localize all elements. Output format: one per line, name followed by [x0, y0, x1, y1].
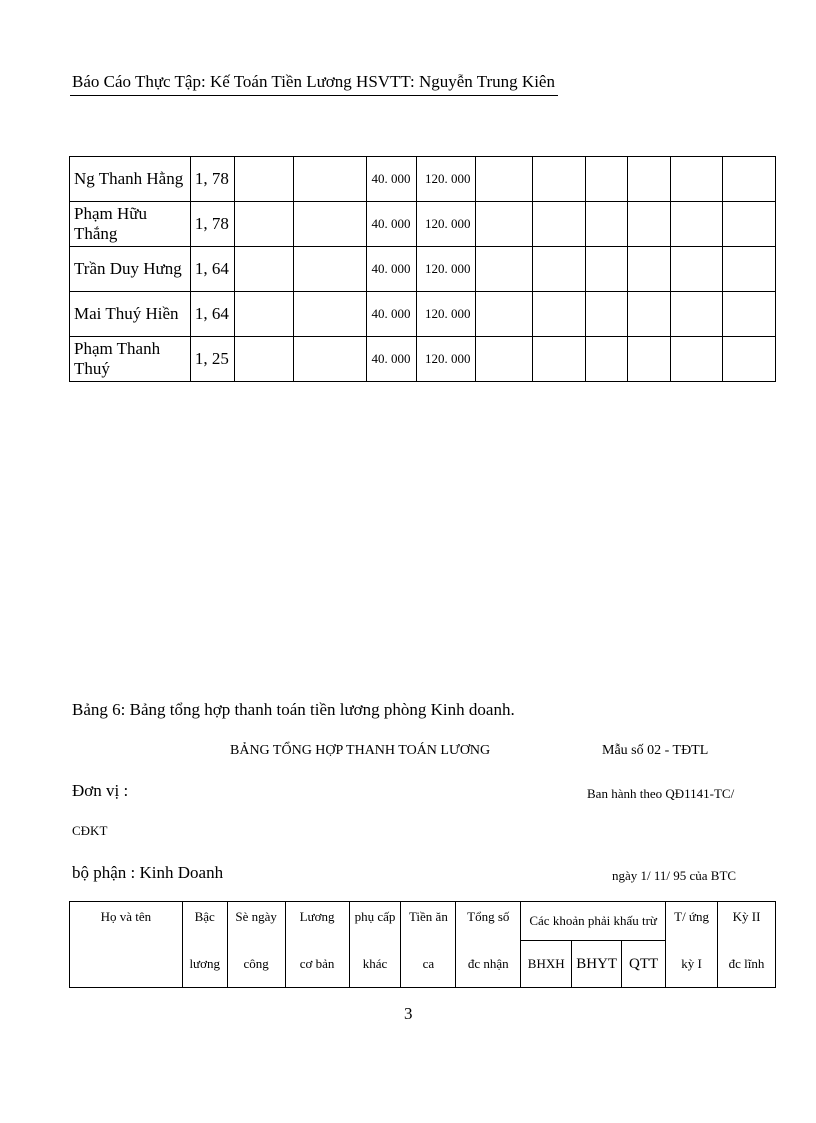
col-header-meal-bot: ca — [422, 955, 435, 971]
empty-cell — [533, 292, 586, 337]
total-received: 120. 000 — [416, 247, 476, 292]
unit-label: Đơn vị : — [72, 781, 129, 800]
section-title: Bảng 6: Bảng tổng hợp thanh toán tiền lương phòng Kinh doanh. — [72, 700, 515, 719]
total-received: 120. 000 — [416, 202, 476, 247]
col-header-days — [227, 902, 285, 988]
empty-cell — [234, 247, 293, 292]
empty-cell — [234, 157, 293, 202]
col-header-allow-top: phụ cấp — [354, 908, 396, 924]
empty-cell — [533, 157, 586, 202]
form-code: Mẫu số 02 - TĐTL — [602, 743, 709, 758]
empty-cell — [671, 202, 723, 247]
payroll-summary-header-table — [69, 901, 776, 988]
empty-cell — [671, 157, 723, 202]
empty-cell — [586, 202, 628, 247]
form-title: BẢNG TỔNG HỢP THANH TOÁN LƯƠNG — [230, 743, 491, 758]
header-underline — [70, 95, 558, 96]
empty-cell — [293, 247, 366, 292]
empty-cell — [586, 247, 628, 292]
salary-grade: 1, 64 — [190, 292, 234, 337]
salary-table-continued — [69, 156, 776, 382]
col-header-k2-top: Kỳ II — [732, 908, 761, 924]
table-row — [70, 202, 776, 247]
empty-cell — [293, 157, 366, 202]
col-header-meal-top: Tiền ăn — [408, 908, 448, 924]
col-header-days-bot: công — [243, 955, 269, 971]
meal-allowance: 40. 000 — [366, 202, 416, 247]
employee-name: Phạm Hữu Thắng — [70, 202, 191, 247]
table-row — [70, 247, 776, 292]
salary-grade: 1, 25 — [190, 337, 234, 382]
col-header-base-salary — [285, 902, 349, 988]
col-header-name-text: Họ và tên — [100, 909, 152, 924]
page-number: 3 — [404, 1004, 413, 1023]
col-header-allowance — [349, 902, 401, 988]
col-header-adv-top: T/ ứng — [674, 908, 709, 924]
total-received: 120. 000 — [416, 337, 476, 382]
empty-cell — [723, 247, 776, 292]
issue-date: ngày 1/ 11/ 95 của BTC — [612, 868, 737, 883]
empty-cell — [293, 337, 366, 382]
employee-name: Trần Duy Hưng — [70, 247, 191, 292]
col-header-base-bot: cơ bản — [299, 955, 335, 971]
meal-allowance: 40. 000 — [366, 337, 416, 382]
col-header-total — [456, 902, 521, 988]
col-header-grade — [182, 902, 227, 988]
col-header-deductions: Các khoản phải khấu trừ — [521, 902, 666, 941]
empty-cell — [586, 292, 628, 337]
empty-cell — [628, 157, 671, 202]
empty-cell — [671, 292, 723, 337]
empty-cell — [533, 247, 586, 292]
empty-cell — [476, 337, 533, 382]
empty-cell — [671, 247, 723, 292]
empty-cell — [234, 292, 293, 337]
empty-cell — [234, 337, 293, 382]
salary-grade: 1, 78 — [190, 202, 234, 247]
report-header: Báo Cáo Thực Tập: Kế Toán Tiền Lương HSVTT: Nguyễn Trung Kiên — [72, 72, 555, 91]
empty-cell — [586, 337, 628, 382]
empty-cell — [671, 337, 723, 382]
empty-cell — [476, 157, 533, 202]
empty-cell — [476, 202, 533, 247]
meal-allowance: 40. 000 — [366, 157, 416, 202]
total-received: 120. 000 — [416, 292, 476, 337]
table-row — [70, 157, 776, 202]
employee-name: Mai Thuý Hiền — [70, 292, 191, 337]
empty-cell — [476, 247, 533, 292]
empty-cell — [628, 292, 671, 337]
col-header-allow-bot: khác — [362, 955, 388, 971]
salary-grade: 1, 64 — [190, 247, 234, 292]
col-header-days-top: Sè ngày — [235, 908, 277, 924]
empty-cell — [476, 292, 533, 337]
col-header-meal — [401, 902, 456, 988]
col-header-total-top: Tổng số — [467, 908, 510, 924]
col-header-name — [70, 902, 183, 988]
col-header-bhxh: BHXH — [521, 941, 572, 988]
col-header-total-bot: đc nhận — [467, 955, 509, 971]
col-header-qtt: QTT — [622, 941, 666, 988]
col-header-grade-bot: lương — [189, 955, 220, 971]
empty-cell — [293, 292, 366, 337]
col-header-advance — [666, 902, 718, 988]
empty-cell — [533, 337, 586, 382]
col-header-bhyt: BHYT — [572, 941, 622, 988]
employee-name: Ng Thanh Hằng — [70, 157, 191, 202]
cdkt-label: CĐKT — [72, 823, 108, 838]
table-row — [70, 337, 776, 382]
empty-cell — [586, 157, 628, 202]
salary-grade: 1, 78 — [190, 157, 234, 202]
meal-allowance: 40. 000 — [366, 292, 416, 337]
empty-cell — [293, 202, 366, 247]
col-header-k2-bot: đc lĩnh — [728, 955, 765, 971]
employee-name: Phạm Thanh Thuý — [70, 337, 191, 382]
empty-cell — [628, 247, 671, 292]
empty-cell — [723, 292, 776, 337]
total-received: 120. 000 — [416, 157, 476, 202]
empty-cell — [628, 337, 671, 382]
col-header-base-top: Lương — [299, 908, 335, 924]
col-header-grade-top: Bậc — [194, 908, 215, 924]
col-header-period2 — [718, 902, 776, 988]
department-label: bộ phận : Kinh Doanh — [72, 863, 224, 882]
col-header-adv-bot: kỳ I — [681, 955, 702, 971]
empty-cell — [723, 157, 776, 202]
empty-cell — [723, 337, 776, 382]
table-row — [70, 292, 776, 337]
empty-cell — [723, 202, 776, 247]
empty-cell — [234, 202, 293, 247]
empty-cell — [533, 202, 586, 247]
issued-by: Ban hành theo QĐ1141-TC/ — [587, 786, 735, 801]
empty-cell — [628, 202, 671, 247]
meal-allowance: 40. 000 — [366, 247, 416, 292]
